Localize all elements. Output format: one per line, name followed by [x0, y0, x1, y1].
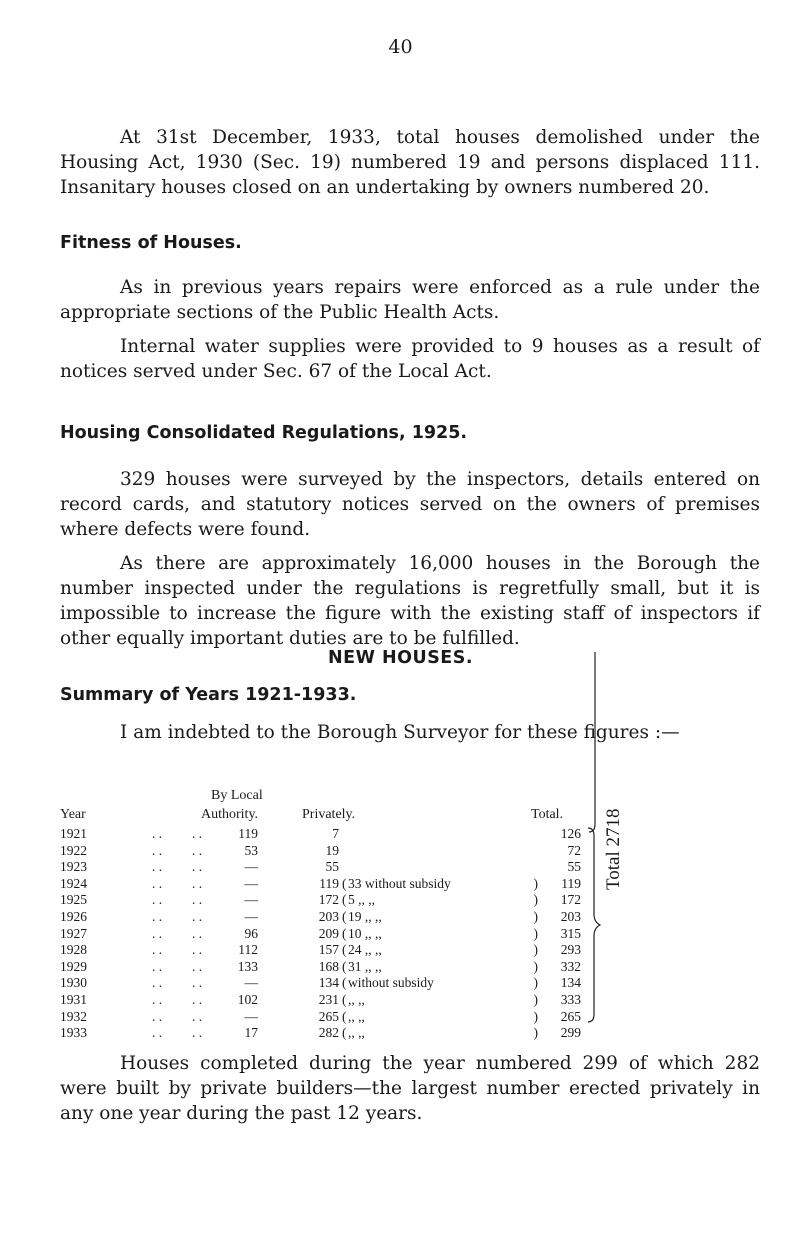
leader-dots: . .: [192, 842, 203, 858]
leader-dots: . .: [152, 859, 163, 875]
note-open-paren: (: [342, 958, 347, 974]
year-cell: 1930: [60, 975, 87, 991]
leader-dots: . .: [192, 958, 203, 974]
indebted-paragraph: I am indebted to the Borough Surveyor for these figures :—: [120, 722, 680, 743]
table-row: [0, 1009, 801, 1025]
year-cell: 1922: [60, 842, 87, 858]
note-close-paren: ): [533, 875, 538, 891]
table-row: [0, 926, 801, 942]
table-row: [0, 826, 801, 842]
note-text: 24 ,, ,,: [348, 942, 382, 958]
local-authority-cell: 53: [244, 842, 258, 858]
local-authority-cell: —: [244, 1008, 258, 1024]
note-close-paren: ): [533, 942, 538, 958]
note-text: 19 ,, ,,: [348, 909, 382, 924]
year-cell: 1921: [60, 826, 87, 841]
note-text: ,, ,,: [348, 1008, 365, 1024]
leader-dots: . .: [152, 875, 163, 891]
note-open-paren: (: [342, 942, 347, 958]
leader-dots: . .: [192, 975, 203, 991]
year-header: Year: [60, 807, 86, 822]
year-cell: 1924: [60, 875, 87, 891]
leader-dots: . .: [192, 942, 203, 958]
private-cell: 282: [318, 1025, 339, 1041]
private-cell: 203: [318, 909, 339, 924]
year-cell: 1932: [60, 1008, 87, 1024]
year-cell: 1926: [60, 909, 87, 924]
table-row: [0, 975, 801, 991]
leader-dots: . .: [192, 909, 203, 924]
total-cell: 172: [560, 892, 581, 908]
leader-dots: . .: [192, 859, 203, 875]
leader-dots: . .: [192, 1025, 203, 1041]
table-row: [0, 909, 801, 925]
note-close-paren: ): [533, 958, 538, 974]
local-authority-cell: 17: [244, 1025, 258, 1041]
private-cell: 168: [318, 958, 339, 974]
regulations-heading: Housing Consolidated Regulations, 1925.: [60, 423, 468, 443]
total-cell: 119: [561, 875, 581, 891]
note-text: 33 without subsidy: [348, 875, 451, 891]
note-text: ,, ,,: [348, 992, 365, 1007]
local-header-line1: By Local: [211, 788, 263, 803]
local-authority-cell: 112: [238, 942, 258, 958]
table-row: [0, 859, 801, 875]
new-houses-heading: NEW HOUSES.: [327, 648, 474, 668]
repairs-paragraph: As in previous years repairs were enforced as a rule under the appropriate sections of the Public Health Acts.: [60, 277, 760, 323]
demolition-paragraph: At 31st December, 1933, total houses demolished under the Housing Act, 1930 (Sec. 19) numbered 19 and persons displaced 111. Insanitary houses closed on an undertaking by owners numbered 20.: [60, 127, 760, 198]
table-row: [0, 843, 801, 859]
private-cell: 157: [318, 942, 339, 958]
note-open-paren: (: [342, 875, 347, 891]
note-close-paren: ): [533, 1008, 538, 1024]
total-cell: 293: [560, 942, 581, 958]
leader-dots: . .: [192, 875, 203, 891]
summary-heading: Summary of Years 1921-1933.: [60, 685, 357, 705]
private-cell: 265: [318, 1008, 339, 1024]
note-open-paren: (: [342, 992, 347, 1007]
leader-dots: . .: [152, 909, 163, 924]
note-open-paren: (: [342, 925, 347, 941]
privately-header: Privately.: [302, 807, 356, 822]
note-close-paren: ): [533, 909, 538, 924]
note-open-paren: (: [342, 975, 347, 991]
private-cell: 19: [325, 842, 339, 858]
table-row: [0, 959, 801, 975]
page-number: 40: [388, 36, 413, 58]
local-authority-cell: —: [244, 909, 258, 924]
leader-dots: . .: [192, 892, 203, 908]
note-close-paren: ): [533, 992, 538, 1007]
table-row: [0, 1025, 801, 1041]
private-cell: 55: [325, 859, 339, 875]
total-header: Total.: [531, 807, 564, 822]
water-paragraph: Internal water supplies were provided to 9 houses as a result of notices served under Sec. 67 of the Local Act.: [60, 336, 760, 382]
local-authority-cell: —: [244, 875, 258, 891]
local-authority-cell: 133: [237, 958, 258, 974]
local-authority-cell: —: [244, 859, 258, 875]
note-close-paren: ): [533, 1025, 538, 1041]
private-cell: 172: [318, 892, 339, 908]
leader-dots: . .: [152, 842, 163, 858]
fitness-heading: Fitness of Houses.: [60, 233, 242, 253]
leader-dots: . .: [192, 992, 203, 1007]
total-cell: 265: [560, 1008, 581, 1024]
local-authority-cell: 96: [244, 925, 258, 941]
total-cell: 332: [560, 958, 581, 974]
table-row: [0, 876, 801, 892]
leader-dots: . .: [152, 958, 163, 974]
note-text: ,, ,,: [348, 1025, 365, 1041]
total-cell: 299: [560, 1025, 581, 1041]
leader-dots: . .: [152, 892, 163, 908]
note-open-paren: (: [342, 892, 347, 908]
note-open-paren: (: [342, 909, 347, 924]
note-close-paren: ): [533, 892, 538, 908]
total-cell: 333: [560, 992, 581, 1007]
borough-paragraph: As there are approximately 16,000 houses in the Borough the number inspected under the regulations is regretfully small, but it is impossible to increase the figure with the existing staff of inspectors if other equally important duties are to be fulfilled.: [60, 553, 760, 649]
total-cell: 315: [560, 925, 581, 941]
local-authority-cell: 119: [238, 826, 258, 841]
year-cell: 1927: [60, 925, 87, 941]
year-cell: 1925: [60, 892, 87, 908]
leader-dots: . .: [152, 975, 163, 991]
note-open-paren: (: [342, 1008, 347, 1024]
note-text: without subsidy: [348, 975, 434, 991]
total-cell: 203: [560, 909, 581, 924]
note-close-paren: ): [533, 975, 538, 991]
private-cell: 209: [318, 925, 339, 941]
total-cell: 55: [567, 859, 581, 875]
year-cell: 1931: [60, 992, 87, 1007]
leader-dots: . .: [152, 992, 163, 1007]
note-text: 10 ,, ,,: [348, 925, 382, 941]
note-close-paren: ): [533, 925, 538, 941]
leader-dots: . .: [192, 826, 203, 841]
private-cell: 119: [319, 875, 339, 891]
leader-dots: . .: [192, 925, 203, 941]
surveyed-paragraph: 329 houses were surveyed by the inspectors, details entered on record cards, and statutory notices served on the owners of premises where defects were found.: [60, 469, 760, 540]
leader-dots: . .: [152, 1008, 163, 1024]
note-text: 5 ,, ,,: [348, 892, 375, 908]
table-row: [0, 992, 801, 1008]
total-cell: 134: [560, 975, 581, 991]
leader-dots: . .: [152, 925, 163, 941]
table-row: [0, 942, 801, 958]
completed-paragraph: Houses completed during the year numbered 299 of which 282 were built by private builders—the largest number erected privately in any one year during the past 12 years.: [60, 1053, 760, 1124]
grand-total-label: Total 2718: [603, 808, 624, 890]
leader-dots: . .: [192, 1008, 203, 1024]
total-cell: 72: [567, 842, 581, 858]
note-text: 31 ,, ,,: [348, 958, 382, 974]
private-cell: 231: [318, 992, 339, 1007]
local-authority-cell: —: [244, 892, 258, 908]
local-authority-cell: —: [244, 975, 258, 991]
leader-dots: . .: [152, 1025, 163, 1041]
private-cell: 7: [332, 826, 339, 841]
year-cell: 1923: [60, 859, 87, 875]
leader-dots: . .: [152, 942, 163, 958]
year-cell: 1933: [60, 1025, 87, 1041]
private-cell: 134: [318, 975, 339, 991]
year-cell: 1929: [60, 958, 87, 974]
total-cell: 126: [560, 826, 581, 841]
year-cell: 1928: [60, 942, 87, 958]
note-open-paren: (: [342, 1025, 347, 1041]
local-authority-cell: 102: [237, 992, 258, 1007]
table-row: [0, 892, 801, 908]
leader-dots: . .: [152, 826, 163, 841]
local-header-line2: Authority.: [201, 807, 259, 822]
